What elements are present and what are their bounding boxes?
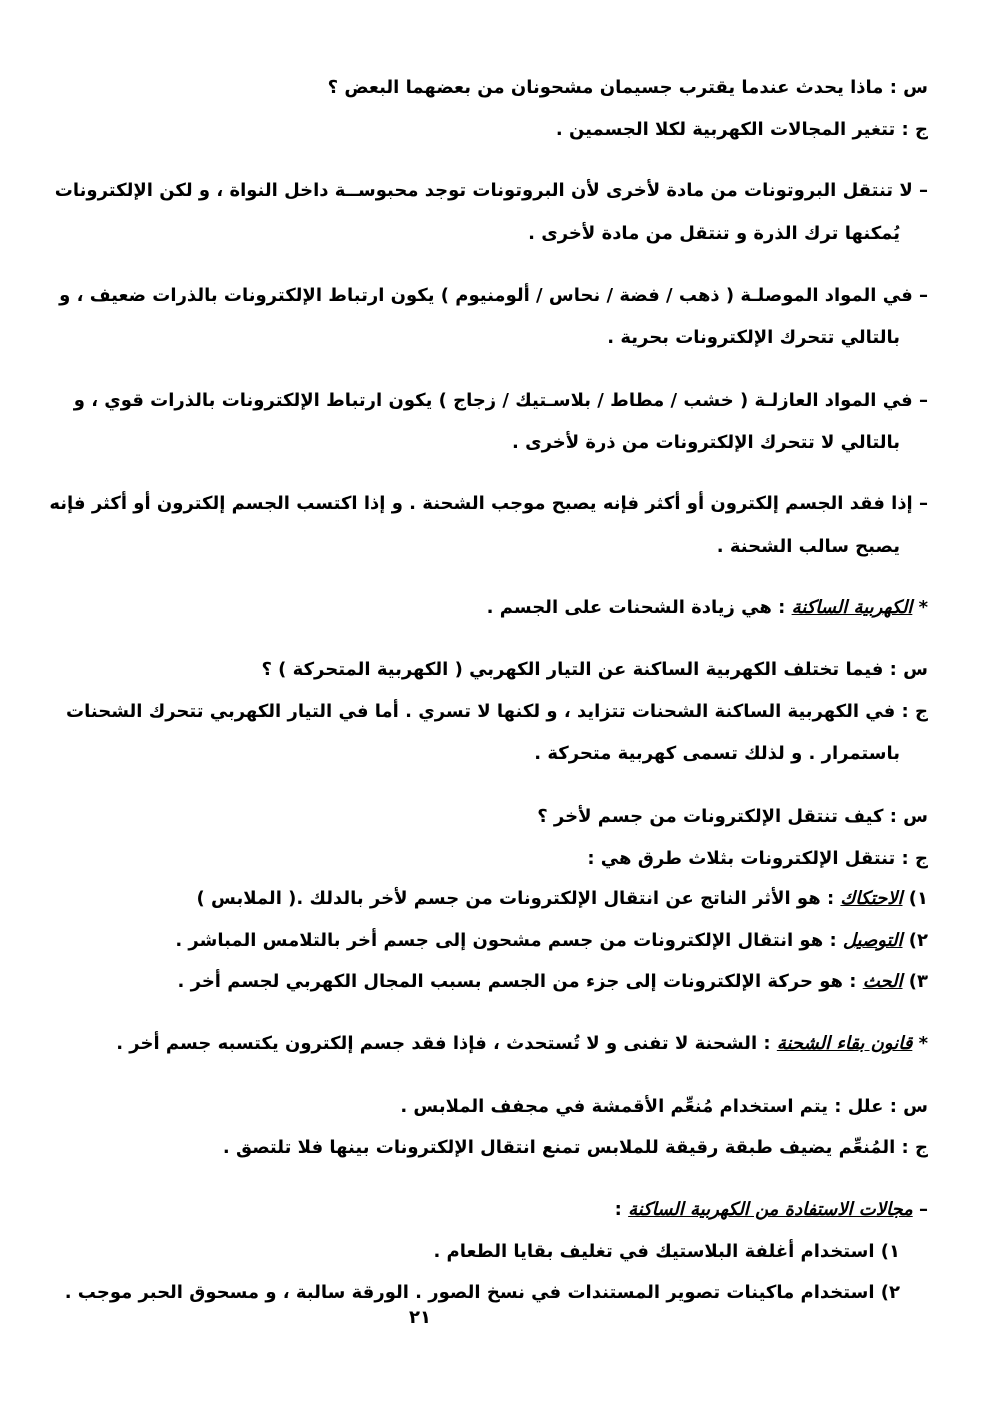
bullet-conductors-line-1: – في المواد الموصلـة ( ذهب / فضة / نحاس / ألومنيوم ) يكون ارتباط الإلكترونات بالذرات ضعيف ، و <box>59 285 928 306</box>
method-number: ٣) <box>902 971 928 992</box>
bullet-insulators-line-2: بالتالي لا تتحرك الإلكترونات من ذرة لأخرى . <box>511 432 900 453</box>
term-conservation-of-charge: قانون بقاء الشحنة <box>776 1033 913 1054</box>
question-4: س : علل : يتم استخدام مُنعِّم الأقمشة في مجفف الملابس . <box>400 1096 928 1117</box>
bullet-protons-line-2: يُمكنها ترك الذرة و تنتقل من مادة لأخرى . <box>528 223 900 244</box>
term-static-electricity: الكهربية الساكنة <box>791 597 913 618</box>
bullet-conductors-line-2: بالتالي تتحرك الإلكترونات بحرية . <box>607 327 900 348</box>
answer-1: ج : تتغير المجالات الكهربية لكلا الجسمين . <box>555 119 928 140</box>
definition-star: * <box>912 597 928 618</box>
definition-star: * <box>912 1033 928 1054</box>
definition-static-electricity <box>487 594 928 622</box>
answer-4: ج : المُنعِّم يضيف طبقة رقيقة للملابس تمنع انتقال الإلكترونات بينها فلا تلتصق . <box>222 1137 928 1158</box>
term-induction: الحث <box>862 971 903 992</box>
method-text: : هو حركة الإلكترونات إلى جزء من الجسم بسبب المجال الكهربي لجسم أخر . <box>177 971 863 992</box>
definition-text: : هي زيادة الشحنات على الجسم . <box>486 597 792 618</box>
method-friction <box>197 885 929 913</box>
method-text: : هو انتقال الإلكترونات من جسم مشحون إلى جسم أخر بالتلامس المباشر . <box>175 930 843 951</box>
bullet-protons-line-1: – لا تنتقل البروتونات من مادة لأخرى لأن البروتونات توجد محبوســة داخل النواة ، و لكن الإلكترونات <box>54 180 928 201</box>
bullet-insulators-line-1: – في المواد العازلـة ( خشب / مطاط / بلاسـتيك / زجاج ) يكون ارتباط الإلكترونات بالذرات قوي ، و <box>73 390 928 411</box>
uses-colon: : <box>614 1199 629 1220</box>
term-uses-of-static-electricity: مجالات الاستفادة من الكهربية الساكنة <box>628 1199 913 1220</box>
question-2: س : فيما تختلف الكهربية الساكنة عن التيار الكهربي ( الكهربية المتحركة ) ؟ <box>261 659 928 680</box>
question-1: س : ماذا يحدث عندما يقترب جسيمان مشحونان من بعضهما البعض ؟ <box>327 77 928 98</box>
bullet-charge-line-2: يصبح سالب الشحنة . <box>716 536 900 557</box>
definition-text: : الشحنة لا تفنى و لا تُستحدث ، فإذا فقد جسم إلكترون يكتسبه جسم أخر . <box>116 1033 777 1054</box>
method-number: ١) <box>902 888 928 909</box>
answer-3: ج : تنتقل الإلكترونات بثلاث طرق هي : <box>587 848 928 869</box>
term-friction: الاحتكاك <box>840 888 903 909</box>
method-induction <box>178 968 928 996</box>
page-number: ٢١ <box>409 1307 431 1328</box>
uses-dash: – <box>912 1199 928 1220</box>
method-text: : هو الأثر الناتج عن انتقال الإلكترونات من جسم لأخر بالدلك .( الملابس ) <box>196 888 841 909</box>
use-item-2: ٢) استخدام ماكينات تصوير المستندات في نسخ الصور . الورقة سالبة ، و مسحوق الحبر موجب . <box>64 1282 900 1303</box>
answer-2-line-1: ج : في الكهربية الساكنة الشحنات تتزايد ، و لكنها لا تسري . أما في التيار الكهربي تتحرك الشحنات <box>66 701 928 722</box>
bullet-charge-line-1: – إذا فقد الجسم إلكترون أو أكثر فإنه يصبح موجب الشحنة . و إذا اكتسب الجسم إلكترون أو أكثر فإنه <box>49 493 928 514</box>
answer-2-line-2: باستمرار . و لذلك تسمى كهربية متحركة . <box>534 743 900 764</box>
question-3: س : كيف تنتقل الإلكترونات من جسم لأخر ؟ <box>537 806 928 827</box>
uses-heading <box>615 1196 928 1224</box>
definition-conservation-of-charge <box>116 1030 928 1058</box>
method-number: ٢) <box>902 930 928 951</box>
term-conduction: التوصيل <box>842 930 903 951</box>
use-item-1: ١) استخدام أغلفة البلاستيك في تغليف بقايا الطعام . <box>433 1241 900 1262</box>
method-conduction <box>175 927 928 955</box>
